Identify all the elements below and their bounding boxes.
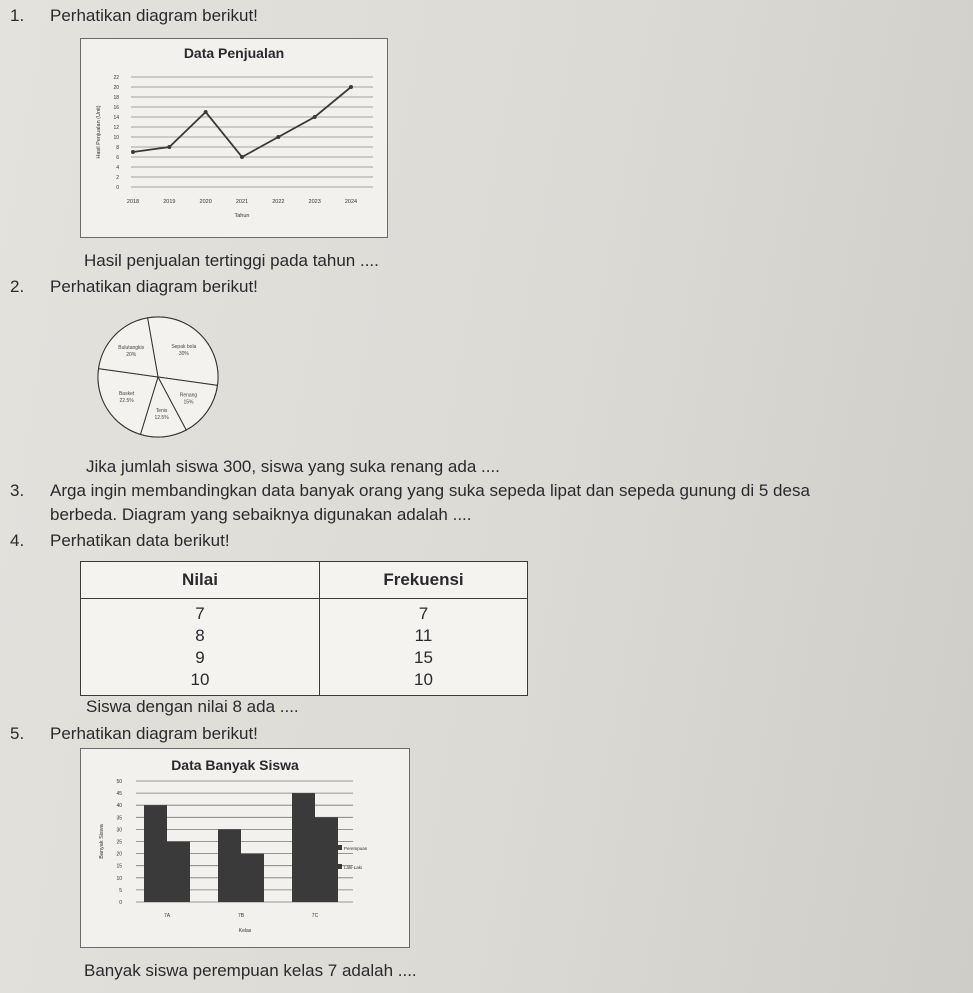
table-value: 9 bbox=[195, 648, 205, 667]
x-tick-label: 7A bbox=[163, 913, 171, 919]
table-value: 8 bbox=[195, 626, 205, 645]
question-1-prompt: Hasil penjualan tertinggi pada tahun .... bbox=[84, 251, 379, 270]
y-tick-label: 30 bbox=[116, 827, 122, 834]
x-tick-label: 2021 bbox=[235, 199, 249, 205]
table-cell-nilai bbox=[81, 599, 320, 696]
y-tick-label: 35 bbox=[116, 815, 122, 822]
pie-chart bbox=[78, 300, 238, 450]
x-tick-label: 7B bbox=[237, 913, 245, 919]
table-value: 7 bbox=[418, 604, 429, 623]
y-tick-label: 0 bbox=[116, 185, 119, 191]
y-axis-title: Banyak Siswa bbox=[99, 824, 105, 859]
x-axis-title: Kelas bbox=[238, 928, 252, 934]
question-2 bbox=[10, 277, 258, 297]
data-line bbox=[133, 87, 351, 157]
table-value: 15 bbox=[414, 648, 433, 667]
legend-swatch bbox=[337, 845, 342, 850]
y-axis-title: Hasil Penjualan (Unit) bbox=[96, 105, 102, 159]
data-point bbox=[276, 135, 280, 139]
data-point bbox=[349, 85, 353, 89]
x-tick-label: 7C bbox=[311, 913, 319, 919]
slice-value-label: 30% bbox=[178, 351, 189, 358]
table-cell-frekuensi bbox=[320, 599, 528, 696]
x-tick-label: 2019 bbox=[163, 199, 176, 205]
y-tick-label: 12 bbox=[113, 125, 119, 131]
y-tick-label: 4 bbox=[116, 165, 119, 171]
y-tick-label: 0 bbox=[119, 900, 122, 906]
question-number: 4. bbox=[10, 531, 25, 550]
y-tick-label: 15 bbox=[116, 863, 122, 870]
y-tick-label: 14 bbox=[113, 115, 119, 121]
y-tick-label: 10 bbox=[113, 135, 119, 141]
data-point bbox=[167, 145, 171, 149]
x-tick-label: 2024 bbox=[344, 199, 358, 205]
question-number: 1. bbox=[10, 6, 25, 25]
y-tick-label: 40 bbox=[116, 803, 122, 810]
question-3 bbox=[10, 481, 810, 501]
question-4-prompt: Siswa dengan nilai 8 ada .... bbox=[86, 697, 299, 716]
question-5-prompt: Banyak siswa perempuan kelas 7 adalah .... bbox=[84, 961, 417, 980]
bar-chart-title: Data Banyak Siswa bbox=[171, 757, 299, 773]
question-number: 2. bbox=[10, 277, 25, 296]
y-tick-label: 16 bbox=[113, 105, 119, 111]
legend-label: Laki-Laki bbox=[344, 865, 363, 870]
question-1 bbox=[10, 6, 258, 26]
table-header-frekuensi: Frekuensi bbox=[320, 562, 528, 599]
line-chart bbox=[81, 39, 387, 237]
question-5 bbox=[10, 724, 258, 744]
bar-perempuan bbox=[218, 829, 241, 902]
x-tick-label: 2022 bbox=[272, 199, 285, 205]
data-point bbox=[204, 110, 208, 114]
bar-perempuan bbox=[144, 805, 167, 902]
question-number: 5. bbox=[10, 724, 25, 743]
y-tick-label: 5 bbox=[119, 887, 122, 894]
line-chart-title: Data Penjualan bbox=[183, 45, 285, 61]
slice-label: Renang bbox=[179, 392, 198, 399]
slice-label: Basket bbox=[118, 390, 135, 397]
x-tick-label: 2018 bbox=[126, 199, 140, 205]
table-value: 7 bbox=[195, 604, 205, 623]
y-tick-label: 18 bbox=[113, 95, 119, 101]
slice-label: Bulutangkis bbox=[118, 345, 145, 352]
data-point bbox=[131, 150, 135, 154]
slice-label: Sepak bola bbox=[171, 344, 197, 351]
slice-value-label: 22.5% bbox=[119, 397, 134, 404]
y-tick-label: 2 bbox=[116, 175, 119, 181]
line-chart-panel bbox=[80, 38, 388, 238]
y-tick-label: 45 bbox=[116, 791, 122, 798]
question-4 bbox=[10, 531, 230, 551]
y-tick-label: 50 bbox=[116, 779, 122, 785]
y-tick-label: 25 bbox=[116, 839, 122, 846]
y-tick-label: 20 bbox=[116, 851, 122, 858]
slice-label: Tenis bbox=[155, 408, 168, 415]
bar-laki-laki bbox=[315, 817, 338, 902]
data-point bbox=[313, 115, 317, 119]
question-text: Perhatikan diagram berikut! bbox=[50, 277, 258, 296]
data-point bbox=[240, 155, 244, 159]
y-tick-label: 6 bbox=[116, 155, 119, 161]
slice-value-label: 15% bbox=[183, 399, 194, 406]
slice-value-label: 12.5% bbox=[154, 415, 169, 422]
question-number: 3. bbox=[10, 481, 25, 500]
frequency-table bbox=[80, 561, 528, 696]
bar-chart bbox=[81, 749, 409, 947]
bar-perempuan bbox=[292, 793, 315, 902]
slice-value-label: 20% bbox=[126, 352, 137, 359]
legend-label: Perempuan bbox=[344, 846, 368, 851]
x-axis-title: Tahun bbox=[234, 213, 250, 219]
y-tick-label: 10 bbox=[116, 875, 122, 882]
legend-swatch bbox=[337, 864, 342, 869]
bar-laki-laki bbox=[167, 842, 190, 903]
question-3-text-cont: berbeda. Diagram yang sebaiknya digunakan adalah .... bbox=[50, 505, 472, 524]
x-tick-label: 2023 bbox=[308, 199, 321, 205]
question-text: Perhatikan diagram berikut! bbox=[50, 724, 258, 743]
y-tick-label: 20 bbox=[113, 85, 119, 91]
question-text: Perhatikan data berikut! bbox=[50, 531, 230, 550]
table-value: 10 bbox=[414, 670, 433, 689]
question-2-prompt: Jika jumlah siswa 300, siswa yang suka renang ada .... bbox=[86, 457, 500, 476]
question-text: Perhatikan diagram berikut! bbox=[50, 6, 258, 25]
question-text: Arga ingin membandingkan data banyak orang yang suka sepeda lipat dan sepeda gunung di 5 desa bbox=[50, 481, 810, 500]
y-tick-label: 8 bbox=[116, 145, 119, 151]
bar-chart-panel bbox=[80, 748, 410, 948]
table-value: 11 bbox=[414, 626, 433, 645]
table-header-nilai: Nilai bbox=[81, 562, 320, 599]
y-tick-label: 22 bbox=[113, 75, 119, 81]
x-tick-label: 2020 bbox=[199, 199, 212, 205]
table-value: 10 bbox=[190, 670, 210, 689]
bar-laki-laki bbox=[241, 854, 264, 902]
